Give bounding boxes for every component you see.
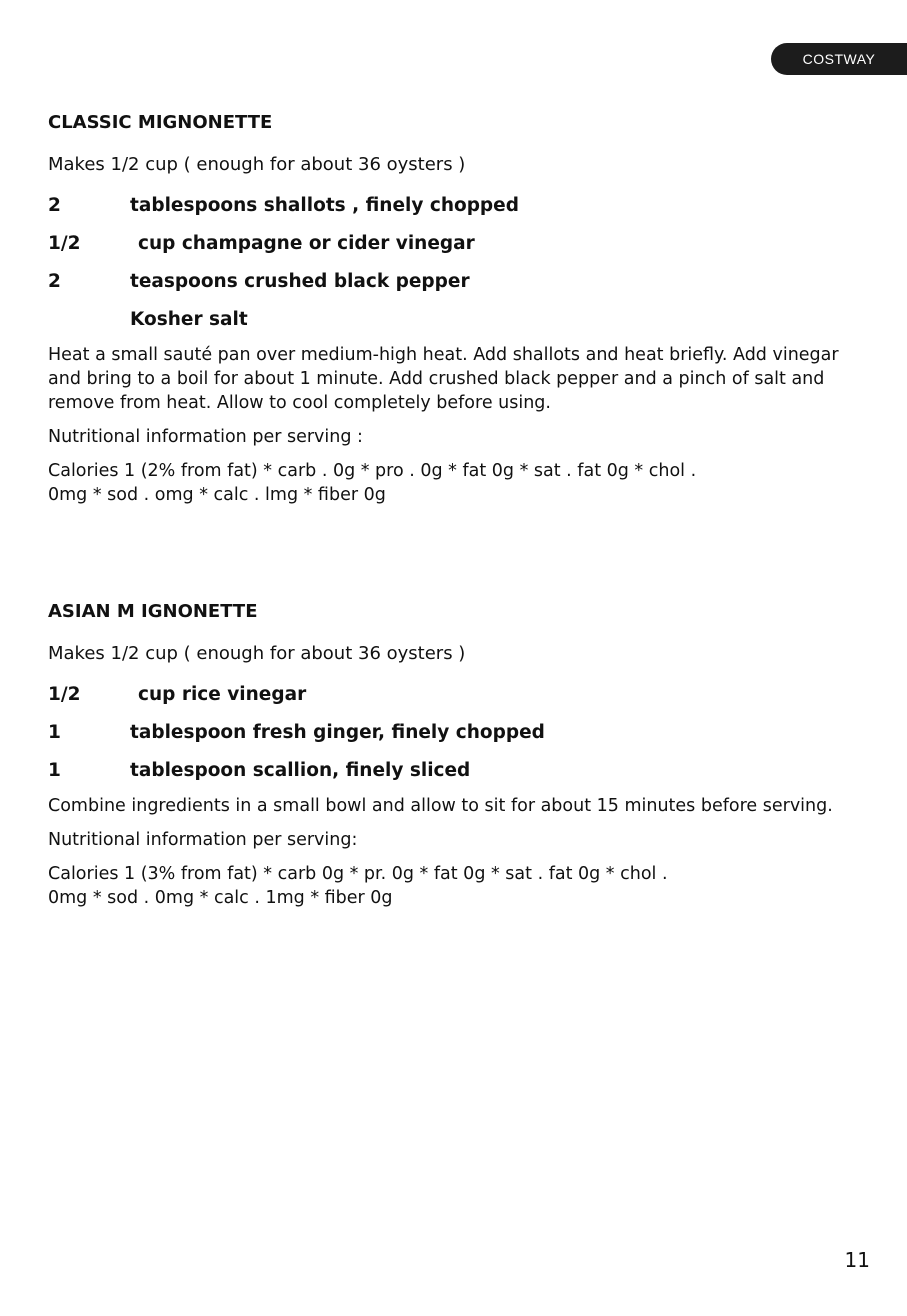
ingredient-item [48, 714, 868, 752]
recipe-classic-mignonette [48, 111, 868, 507]
nutrition-info [48, 862, 868, 910]
ingredient-item [48, 301, 868, 339]
ingredient-text: cup rice vinegar [138, 684, 307, 705]
nutrition-heading: Nutritional information per serving : [48, 427, 363, 447]
nutrition-line: 0mg * sod . 0mg * calc . 1mg * fiber 0g [48, 888, 393, 908]
recipe-yield: Makes 1/2 cup ( enough for about 36 oysters ) [48, 643, 466, 664]
ingredient-qty: 2 [48, 195, 61, 216]
ingredient-text: tablespoons shallots , finely chopped [130, 195, 519, 216]
recipe-instructions: Heat a small sauté pan over medium-high heat. Add shallots and heat briefly. Add vinegar and bring to a boil for about 1 minute. Add crushed black pepper and a pinch of salt and remove from heat. Allow to cool completely before using. [48, 345, 839, 413]
nutrition-line: Calories 1 (2% from fat) * carb . 0g * pro . 0g * fat 0g * sat . fat 0g * chol . [48, 461, 697, 481]
ingredient-item [48, 187, 868, 225]
ingredient-qty: 1/2 [48, 233, 81, 254]
ingredient-item [48, 676, 868, 714]
recipe-yield: Makes 1/2 cup ( enough for about 36 oysters ) [48, 154, 466, 175]
ingredient-qty: 1 [48, 760, 61, 781]
ingredient-item [48, 225, 868, 263]
recipe-title: ASIAN M IGNONETTE [48, 601, 258, 622]
ingredient-item [48, 263, 868, 301]
nutrition-line: Calories 1 (3% from fat) * carb 0g * pr. 0g * fat 0g * sat . fat 0g * chol . [48, 864, 668, 884]
nutrition-info [48, 459, 868, 507]
ingredient-qty: 1/2 [48, 684, 81, 705]
ingredient-qty: 2 [48, 271, 61, 292]
ingredient-text: tablespoon scallion, finely sliced [130, 760, 471, 781]
recipe-instructions: Combine ingredients in a small bowl and allow to sit for about 15 minutes before serving. [48, 796, 833, 816]
ingredient-qty: 1 [48, 722, 61, 743]
ingredient-list [48, 187, 868, 339]
ingredient-text: tablespoon fresh ginger, finely chopped [130, 722, 545, 743]
ingredient-text: Kosher salt [130, 309, 248, 330]
brand-logo: COSTWAY [771, 43, 907, 75]
ingredient-text: cup champagne or cider vinegar [138, 233, 475, 254]
ingredient-text: teaspoons crushed black pepper [130, 271, 470, 292]
recipe-title: CLASSIC MIGNONETTE [48, 112, 273, 133]
ingredient-list [48, 676, 868, 790]
page-number: 11 [844, 1248, 870, 1272]
nutrition-heading: Nutritional information per serving: [48, 830, 358, 850]
ingredient-item [48, 752, 868, 790]
recipe-asian-mignonette [48, 600, 868, 910]
nutrition-line: 0mg * sod . omg * calc . lmg * fiber 0g [48, 485, 386, 505]
